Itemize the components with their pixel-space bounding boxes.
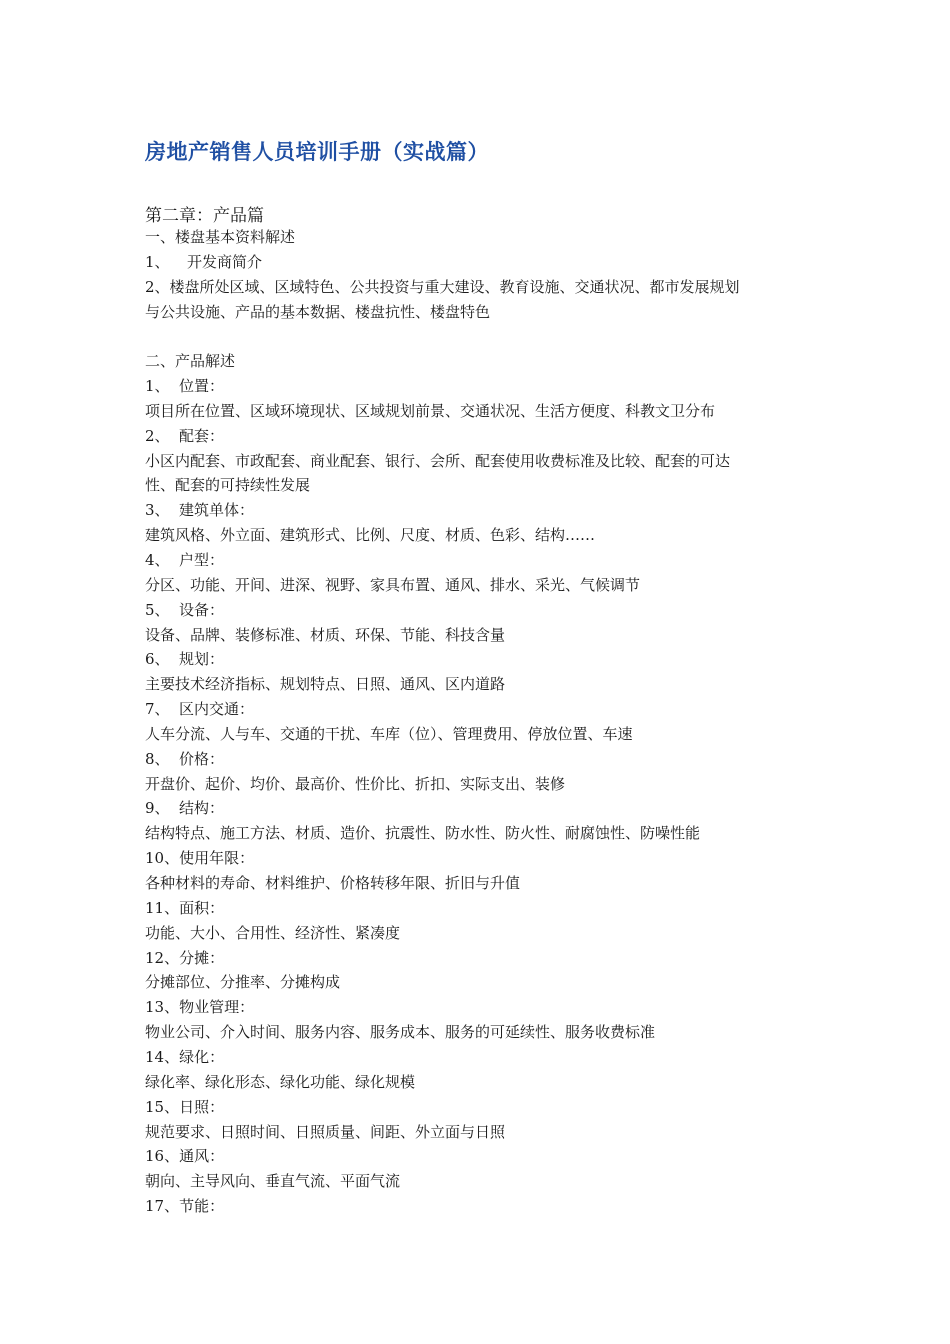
item-heading [145, 749, 224, 769]
paragraph-line: 与公共设施、产品的基本数据、楼盘抗性、楼盘特色 [145, 303, 491, 321]
item-number: 14、 [145, 1047, 180, 1066]
item-label: 配套： [179, 426, 225, 445]
item-label: 日照： [179, 1097, 225, 1116]
item-heading [145, 1047, 224, 1067]
item-label: 户型： [179, 550, 225, 569]
item-heading [145, 997, 254, 1017]
item-label: 规划： [179, 650, 225, 669]
item-description: 物业公司、介入时间、服务内容、服务成本、服务的可延续性、服务收费标准 [145, 1023, 656, 1042]
item-description: 设备、品牌、装修标准、材质、环保、节能、科技含量 [145, 625, 506, 644]
item-description: 规范要求、日照时间、日照质量、间距、外立面与日照 [145, 1122, 506, 1141]
item-number: 9、 [145, 799, 170, 818]
item-number: 1、 [145, 377, 170, 395]
item-number: 5、 [145, 600, 170, 619]
item-number: 6、 [145, 650, 170, 669]
item-number: 11、 [145, 898, 180, 917]
item-number: 3、 [145, 501, 170, 520]
item-heading [145, 426, 224, 446]
item-description: 项目所在位置、区域环境现状、区域规划前景、交通状况、生活方便度、科教文卫分布 [145, 401, 716, 420]
item-number: 8、 [145, 749, 170, 768]
item-label: 价格： [179, 749, 225, 768]
item-description: 分区、功能、开间、进深、视野、家具布置、通风、排水、采光、气候调节 [145, 575, 641, 594]
item-heading [145, 948, 224, 968]
item-heading [145, 1196, 224, 1216]
item-number: 4、 [145, 550, 170, 569]
item-label: 物业管理： [179, 998, 255, 1017]
item-label: 分摊： [179, 948, 225, 967]
item-description: 各种材料的寿命、材料维护、价格转移年限、折旧与升值 [145, 874, 521, 892]
item-label: 使用年限： [179, 849, 255, 868]
paragraph-line: 2、楼盘所处区域、区域特色、公共投资与重大建设、教育设施、交通状况、都市发展规划 [145, 278, 740, 296]
item-number: 13、 [145, 998, 180, 1017]
item-number: 12、 [145, 948, 180, 967]
item-number: 16、 [145, 1147, 180, 1166]
item-description: 开盘价、起价、均价、最高价、性价比、折扣、实际支出、装修 [145, 774, 566, 793]
item-heading [145, 898, 224, 918]
item-heading [145, 550, 224, 570]
item-heading [145, 500, 254, 520]
item-number: 15、 [145, 1097, 180, 1116]
item-description: 分摊部位、分推率、分摊构成 [145, 973, 341, 992]
item-number: 2、 [145, 426, 170, 445]
item-label: 区内交通： [179, 700, 255, 719]
item-description: 绿化率、绿化形态、绿化功能、绿化规模 [145, 1072, 416, 1091]
item-heading [145, 1146, 224, 1166]
item-label: 结构： [179, 799, 225, 818]
item-number: 1、 [145, 253, 170, 271]
item-number: 7、 [145, 700, 170, 719]
item-heading [145, 1097, 224, 1117]
item-heading [145, 848, 254, 868]
item-label: 建筑单体： [179, 501, 255, 520]
item-label: 节能： [179, 1197, 225, 1216]
item-description: 功能、大小、合用性、经济性、紧凑度 [145, 923, 401, 942]
item-description: 小区内配套、市政配套、商业配套、银行、会所、配套使用收费标准及比较、配套的可达 [145, 451, 731, 470]
item-text: 开发商简介 [187, 253, 263, 271]
item-description: 主要技术经济指标、规划特点、日照、通风、区内道路 [145, 675, 506, 694]
section-heading: 一、楼盘基本资料解述 [145, 228, 296, 246]
item-label: 通风： [179, 1147, 225, 1166]
item-description: 人车分流、人与车、交通的干扰、车库（位）、管理费用、停放位置、车速 [145, 724, 633, 743]
chapter-heading: 第二章：产品篇 [145, 206, 264, 226]
item-number: 10、 [145, 849, 180, 868]
item-label: 绿化： [179, 1047, 225, 1066]
item-label: 设备： [179, 600, 225, 619]
item-heading [145, 376, 224, 396]
list-item [145, 252, 262, 272]
item-heading [145, 649, 224, 669]
item-heading [145, 798, 224, 818]
item-heading [145, 699, 254, 719]
item-description: 建筑风格、外立面、建筑形式、比例、尺度、材质、色彩、结构…… [145, 526, 596, 545]
document-title: 房地产销售人员培训手册（实战篇） [145, 139, 489, 164]
item-description: 性、配套的可持续性发展 [145, 476, 311, 495]
section-heading: 二、产品解述 [145, 352, 236, 370]
item-label: 面积： [179, 898, 225, 917]
item-label: 位置： [179, 377, 225, 395]
item-description: 朝向、主导风向、垂直气流、平面气流 [145, 1172, 401, 1191]
item-heading [145, 600, 224, 620]
item-number: 17、 [145, 1197, 180, 1216]
item-description: 结构特点、施工方法、材质、造价、抗震性、防水性、防火性、耐腐蚀性、防噪性能 [145, 824, 701, 843]
